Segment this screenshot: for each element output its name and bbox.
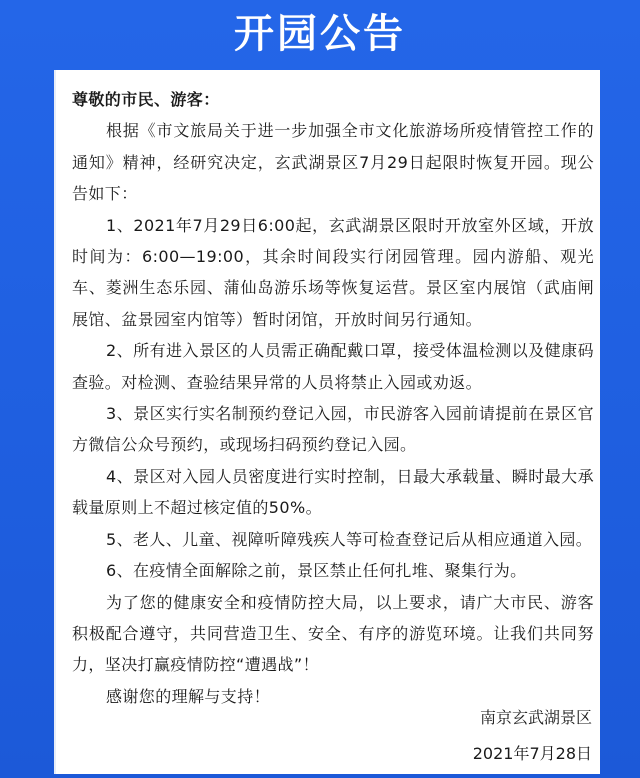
rule-2-paragraph: 2、所有进入景区的人员需正确配戴口罩，接受体温检测以及健康码查验。对检测、查验结果异常的人员将禁止入园或劝返。 <box>72 341 594 392</box>
rule-5-paragraph: 5、老人、儿童、视障听障残疾人等可检查登记后从相应通道入园。 <box>106 529 593 549</box>
rule-3-paragraph: 3、景区实行实名制预约登记入园，市民游客入园前请提前在景区官方微信公众号预约，或现场扫码预约登记入园。 <box>72 404 594 455</box>
signature-organization: 南京玄武湖景区 <box>479 708 592 727</box>
rule-6-paragraph: 6、在疫情全面解除之前，景区禁止任何扎堆、聚集行为。 <box>106 561 527 581</box>
appeal-paragraph: 为了您的健康安全和疫情防控大局，以上要求，请广大市民、游客积极配合遵守，共同营造卫生、安全、有序的游览环境。让我们共同努力，坚决打赢疫情防控“遭遇战”！ <box>72 592 594 675</box>
notice-title: 开园公告 <box>234 11 406 57</box>
thanks-paragraph: 感谢您的理解与支持！ <box>106 686 271 706</box>
greeting: 尊敬的市民、游客： <box>72 90 220 109</box>
intro-paragraph: 根据《市文旅局关于进一步加强全市文化旅游场所疫情管控工作的通知》精神，经研究决定，玄武湖景区7月29日起限时恢复开园。现公告如下： <box>72 121 594 204</box>
signature-date: 2021年7月28日 <box>472 744 592 763</box>
rule-1-paragraph: 1、2021年7月29日6:00起，玄武湖景区限时开放室外区域，开放时间为：6:00—19:00，其余时间段实行闭园管理。园内游船、观光车、菱洲生态乐园、蒲仙岛游乐场等恢复运营。景区室内展馆（武庙闸展馆、盆景园室内馆等）暂时闭馆，开放时间另行通知。 <box>72 215 594 329</box>
notice-body <box>72 84 594 712</box>
rule-4-paragraph: 4、景区对入园人员密度进行实时控制，日最大承载量、瞬时最大承载量原则上不超过核定值的50%。 <box>72 466 594 518</box>
